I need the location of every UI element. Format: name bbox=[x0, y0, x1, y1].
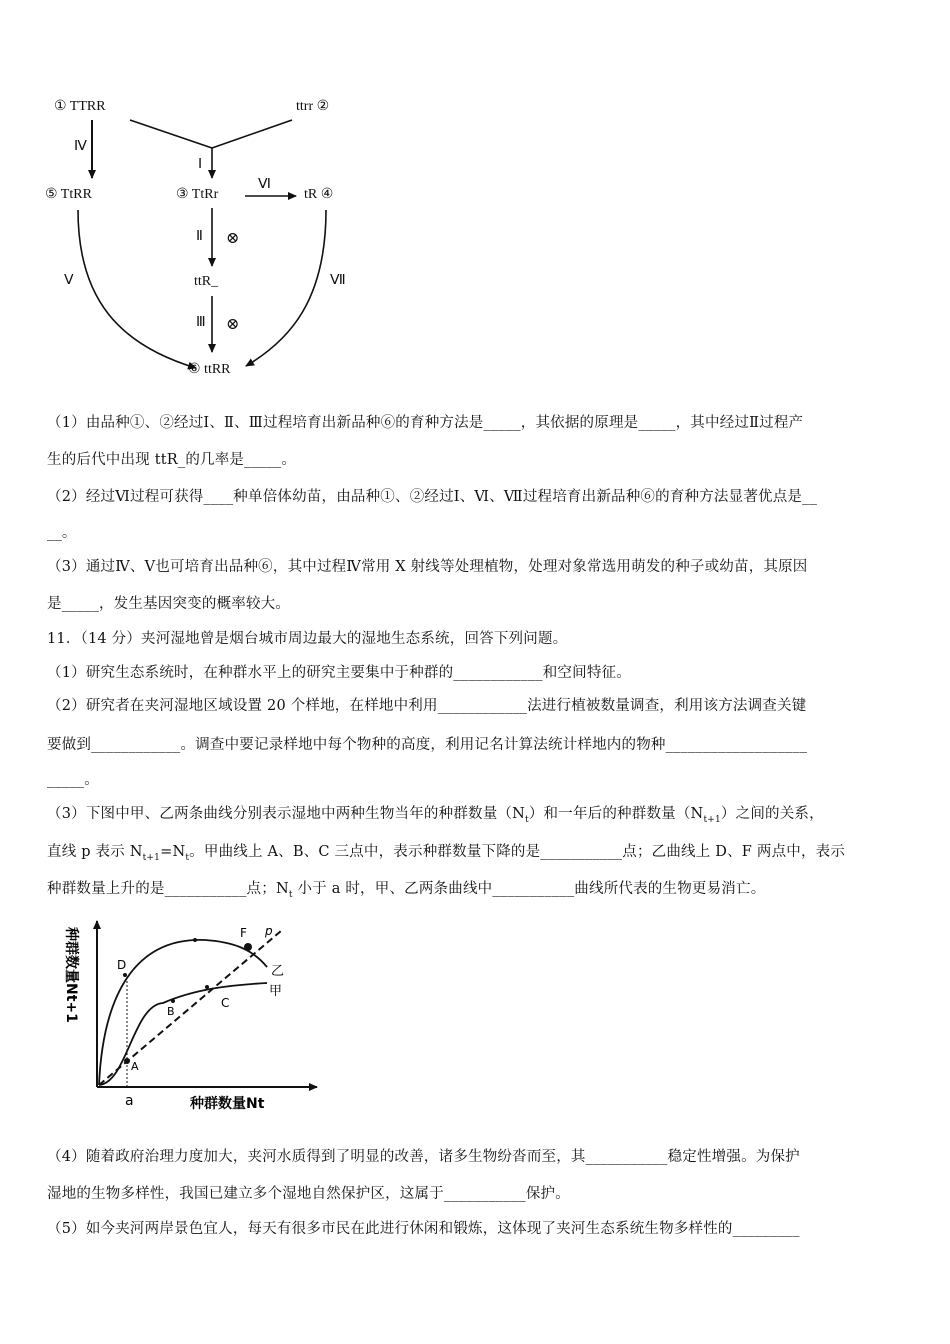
curve-label-jia: 甲 bbox=[269, 984, 283, 999]
q11-4-line-a: （4）随着政府治理力度加大，夹河水质得到了明显的改善，诸多生物纷沓而至，其___________稳定性增强。为保护 bbox=[47, 1149, 800, 1165]
point-top bbox=[193, 938, 197, 942]
label-III: Ⅲ bbox=[196, 315, 206, 330]
point-label-A: A bbox=[131, 1060, 139, 1073]
q11-3c-post: 小于 a 时，甲、乙两条曲线中___________曲线所代表的生物更易消亡。 bbox=[292, 881, 766, 897]
sub-t: t bbox=[185, 852, 190, 863]
node-1: ① TTRR bbox=[54, 99, 106, 114]
q11-3b-mid: =N bbox=[160, 844, 186, 860]
q11-2-line-c: _____。 bbox=[47, 772, 99, 788]
sub-t1: t+1 bbox=[142, 852, 161, 863]
q11-3b-post: 。甲曲线上 A、B、C 三点中，表示种群数量下降的是___________点；乙曲线上 D、F 两点中，表示 bbox=[189, 844, 846, 860]
selfing-symbol-II: ⊗ bbox=[226, 228, 240, 247]
q11-3c-pre: 种群数量上升的是___________点；N bbox=[47, 881, 289, 897]
q10-2-line-b: __。 bbox=[47, 525, 77, 541]
q10-3-line-a: （3）通过Ⅳ、Ⅴ也可培育出品种⑥，其中过程Ⅳ常用 X 射线等处理植物，处理对象常选用萌发的种子或幼苗，其原因 bbox=[47, 559, 808, 575]
node-2: ttrr ② bbox=[296, 99, 330, 114]
node-4: tR ④ bbox=[304, 187, 334, 202]
q10-1-line-b: 生的后代中出现 ttR_的几率是_____。 bbox=[47, 452, 297, 468]
cross-line-left bbox=[130, 120, 212, 148]
x-axis-label: 种群数量Nt bbox=[190, 1096, 265, 1112]
q11-4-line-b: 湿地的生物多样性，我国已建立多个湿地自然保护区，这属于___________保护。 bbox=[47, 1186, 570, 1202]
population-chart-svg bbox=[55, 915, 335, 1115]
sub-t: t bbox=[288, 889, 293, 900]
q10-2-line-a: （2）经过Ⅵ过程可获得____种单倍体幼苗，由品种①、②经过Ⅰ、Ⅵ、Ⅶ过程培育出新品种⑥的育种方法显著优点是__ bbox=[47, 489, 818, 505]
q11-2-line-b: 要做到____________。调查中要记录样地中每个物种的高度，利用记名计算法统计样地内的物种___________________ bbox=[47, 737, 808, 753]
point-D bbox=[123, 973, 127, 977]
q11-heading: 11．（14 分）夹河湿地曾是烟台城市周边最大的湿地生态系统，回答下列问题。 bbox=[47, 631, 568, 647]
node-5: ⑤ TtRR bbox=[45, 187, 92, 202]
q11-3a-mid: ）和一年后的种群数量（N bbox=[528, 806, 704, 822]
point-label-C: C bbox=[221, 996, 230, 1010]
point-label-D: D bbox=[117, 958, 127, 972]
point-B bbox=[171, 999, 175, 1003]
q11-3a-pre: （3）下图中甲、乙两条曲线分别表示湿地中两种生物当年的种群数量（N bbox=[47, 806, 526, 822]
q11-5-line: （5）如今夹河两岸景色宜人，每天有很多市民在此进行休闲和锻炼，这体现了夹河生态系统生物多样性的_________ bbox=[47, 1221, 800, 1237]
q11-3-line-b bbox=[47, 840, 845, 863]
q11-2-line-a: （2）研究者在夹河湿地区域设置 20 个样地，在样地中利用____________法进行植被数量调查，利用该方法调查关键 bbox=[47, 698, 807, 714]
label-V: Ⅴ bbox=[64, 273, 74, 288]
label-VI: Ⅵ bbox=[258, 177, 271, 192]
node-6: ⑥ ttRR bbox=[188, 362, 231, 377]
y-axis-label: 种群数量Nt+1 bbox=[63, 927, 79, 1023]
label-I: Ⅰ bbox=[198, 157, 203, 172]
label-IV: Ⅳ bbox=[74, 139, 87, 154]
point-label-p: p bbox=[265, 924, 273, 938]
q11-3a-post: ）之间的关系， bbox=[720, 806, 824, 822]
point-label-F: F bbox=[240, 926, 247, 940]
q11-1-line: （1）研究生态系统时，在种群水平上的研究主要集中于种群的____________和空间特征。 bbox=[47, 665, 631, 681]
arrow-V bbox=[78, 210, 196, 368]
point-F bbox=[244, 943, 252, 951]
curve-label-yi: 乙 bbox=[271, 964, 285, 979]
q11-3b-pre: 直线 p 表示 N bbox=[47, 844, 143, 860]
label-VII: Ⅶ bbox=[330, 273, 346, 288]
sub-t1: t+1 bbox=[703, 814, 721, 825]
q11-3-line-a bbox=[47, 802, 824, 825]
curve-jia bbox=[99, 983, 267, 1085]
point-C bbox=[205, 985, 209, 989]
q10-3-line-b: 是_____，发生基因突变的概率较大。 bbox=[47, 596, 291, 612]
node-ttR: ttR_ bbox=[194, 274, 219, 289]
q11-3-line-c bbox=[47, 877, 765, 900]
q10-1-line-a: （1）由品种①、②经过Ⅰ、Ⅱ、Ⅲ过程培育出新品种⑥的育种方法是_____，其依据的原理是_____，其中经过Ⅱ过程产 bbox=[47, 415, 804, 431]
x-tick-a: a bbox=[125, 1093, 134, 1109]
point-A bbox=[124, 1058, 130, 1064]
arrow-VII bbox=[246, 210, 326, 366]
population-chart bbox=[55, 915, 335, 1115]
point-label-B: B bbox=[167, 1005, 175, 1018]
breeding-diagram bbox=[0, 0, 400, 390]
label-II: Ⅱ bbox=[196, 229, 203, 244]
sub-t: t bbox=[525, 814, 529, 825]
selfing-symbol-III: ⊗ bbox=[226, 314, 240, 333]
node-3: ③ TtRr bbox=[176, 187, 219, 202]
cross-line-right bbox=[212, 120, 292, 148]
